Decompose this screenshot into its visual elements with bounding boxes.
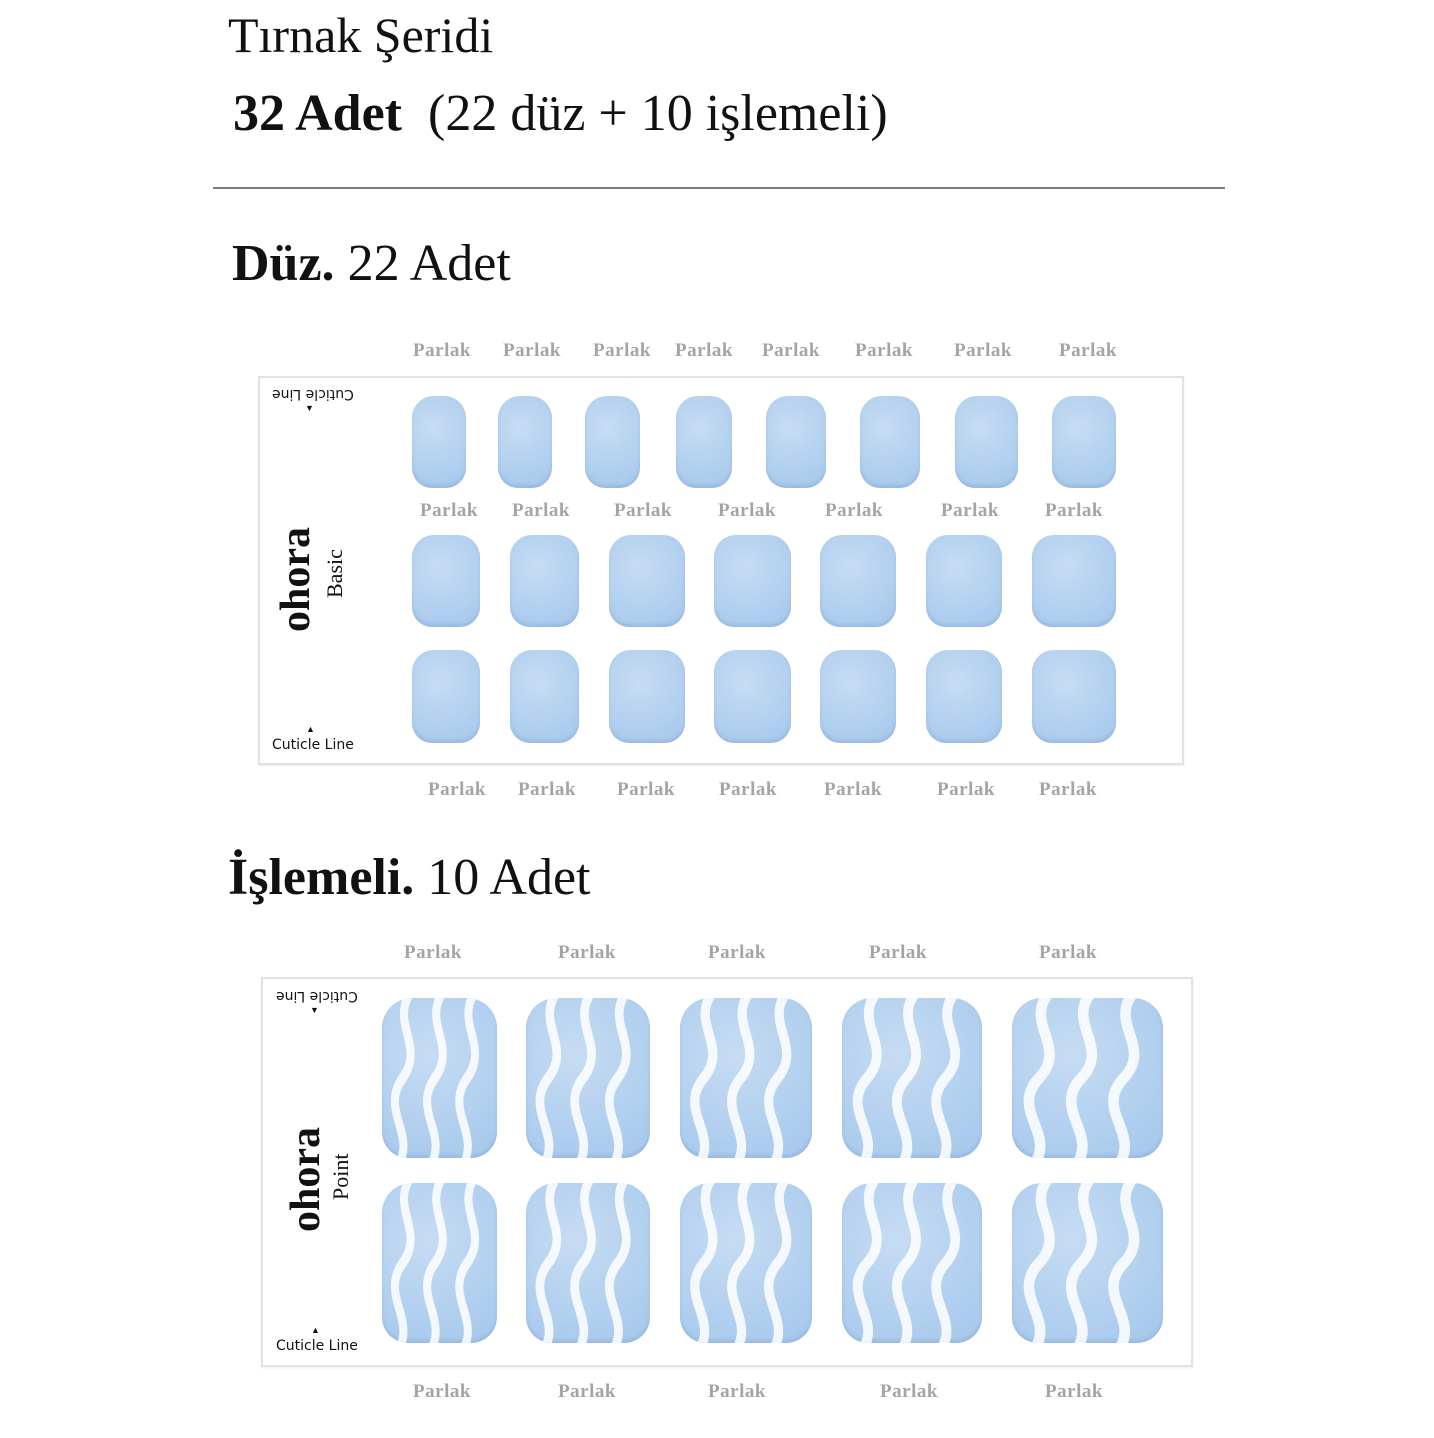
plain-nail-sticker [1052,396,1116,488]
finish-label: Parlak [413,340,471,361]
brand-logo: ohora [273,527,319,632]
pattern-section-heading [228,848,591,907]
wavy-nail-sticker [842,1183,982,1343]
plain-nail-sticker [585,396,640,488]
triangle-down-icon: ▼ [310,1005,319,1015]
plain-nail-sticker [412,650,480,743]
finish-label: Parlak [880,1381,938,1402]
triangle-down-icon: ▼ [305,403,314,413]
page-title: Tırnak Şeridi [228,7,494,63]
plain-nail-sticker [609,650,685,743]
wavy-nail-sticker [1012,1183,1163,1343]
finish-label: Parlak [708,1381,766,1402]
plain-nail-sticker [510,535,579,627]
wavy-nail-sticker [680,1183,812,1343]
finish-label: Parlak [825,500,883,521]
cuticle-line-text: Cuticle Line [272,386,354,402]
triangle-up-icon: ▲ [311,1325,320,1335]
total-count-bold: 32 Adet [233,85,402,142]
finish-label: Parlak [719,779,777,800]
cuticle-line-bottom: Cuticle Line [276,1338,358,1354]
plain-nail-sticker [926,650,1002,743]
wavy-nail-sticker [1012,998,1163,1158]
wavy-nail-sticker [526,998,650,1158]
finish-label: Parlak [937,779,995,800]
finish-label: Parlak [1045,500,1103,521]
finish-label: Parlak [558,1381,616,1402]
finish-label: Parlak [869,942,927,963]
divider [213,187,1225,189]
plain-nail-sticker [609,535,685,627]
finish-label: Parlak [518,779,576,800]
plain-section-heading [232,234,511,293]
plain-nail-sticker [510,650,579,743]
finish-label: Parlak [954,340,1012,361]
finish-label: Parlak [708,942,766,963]
finish-label: Parlak [762,340,820,361]
pattern-heading-bold: İşlemeli. [228,849,415,906]
product-line: Basic [322,549,347,598]
product-line: Point [328,1153,353,1200]
plain-nail-sticker [676,396,732,488]
brand-logo: ohora [283,1127,329,1232]
finish-label: Parlak [855,340,913,361]
wavy-nail-sticker [842,998,982,1158]
total-count [233,84,888,143]
finish-label: Parlak [558,942,616,963]
wavy-nail-sticker [526,1183,650,1343]
plain-heading-bold: Düz. [232,235,335,292]
finish-label: Parlak [1039,942,1097,963]
finish-label: Parlak [617,779,675,800]
plain-nail-sticker [412,535,480,627]
finish-label: Parlak [614,500,672,521]
wavy-nail-sticker [382,1183,497,1343]
finish-label: Parlak [824,779,882,800]
plain-nail-sticker [820,650,896,743]
finish-label: Parlak [1045,1381,1103,1402]
wavy-nail-sticker [382,998,497,1158]
pattern-heading-count: 10 Adet [427,849,591,906]
cuticle-line-text: Cuticle Line [276,988,358,1004]
plain-nail-sticker [498,396,552,488]
plain-nail-sticker [1032,535,1116,627]
finish-label: Parlak [675,340,733,361]
cuticle-line-bottom: Cuticle Line [272,737,354,753]
plain-nail-sticker [766,396,826,488]
finish-label: Parlak [413,1381,471,1402]
plain-nail-sticker [1032,650,1116,743]
plain-nail-sticker [926,535,1002,627]
triangle-up-icon: ▲ [306,724,315,734]
plain-nail-sticker [955,396,1018,488]
finish-label: Parlak [420,500,478,521]
finish-label: Parlak [404,942,462,963]
plain-nail-sticker [820,535,896,627]
plain-nail-sticker [714,650,791,743]
wavy-nail-sticker [680,998,812,1158]
finish-label: Parlak [718,500,776,521]
finish-label: Parlak [512,500,570,521]
finish-label: Parlak [428,779,486,800]
finish-label: Parlak [941,500,999,521]
finish-label: Parlak [503,340,561,361]
plain-nail-sticker [714,535,791,627]
cuticle-line-top [272,386,354,402]
finish-label: Parlak [1039,779,1097,800]
total-count-detail: (22 düz + 10 işlemeli) [428,85,888,142]
plain-nail-sticker [860,396,920,488]
cuticle-line-top [276,988,358,1004]
finish-label: Parlak [593,340,651,361]
plain-heading-count: 22 Adet [347,235,511,292]
plain-nail-sticker [412,396,466,488]
finish-label: Parlak [1059,340,1117,361]
